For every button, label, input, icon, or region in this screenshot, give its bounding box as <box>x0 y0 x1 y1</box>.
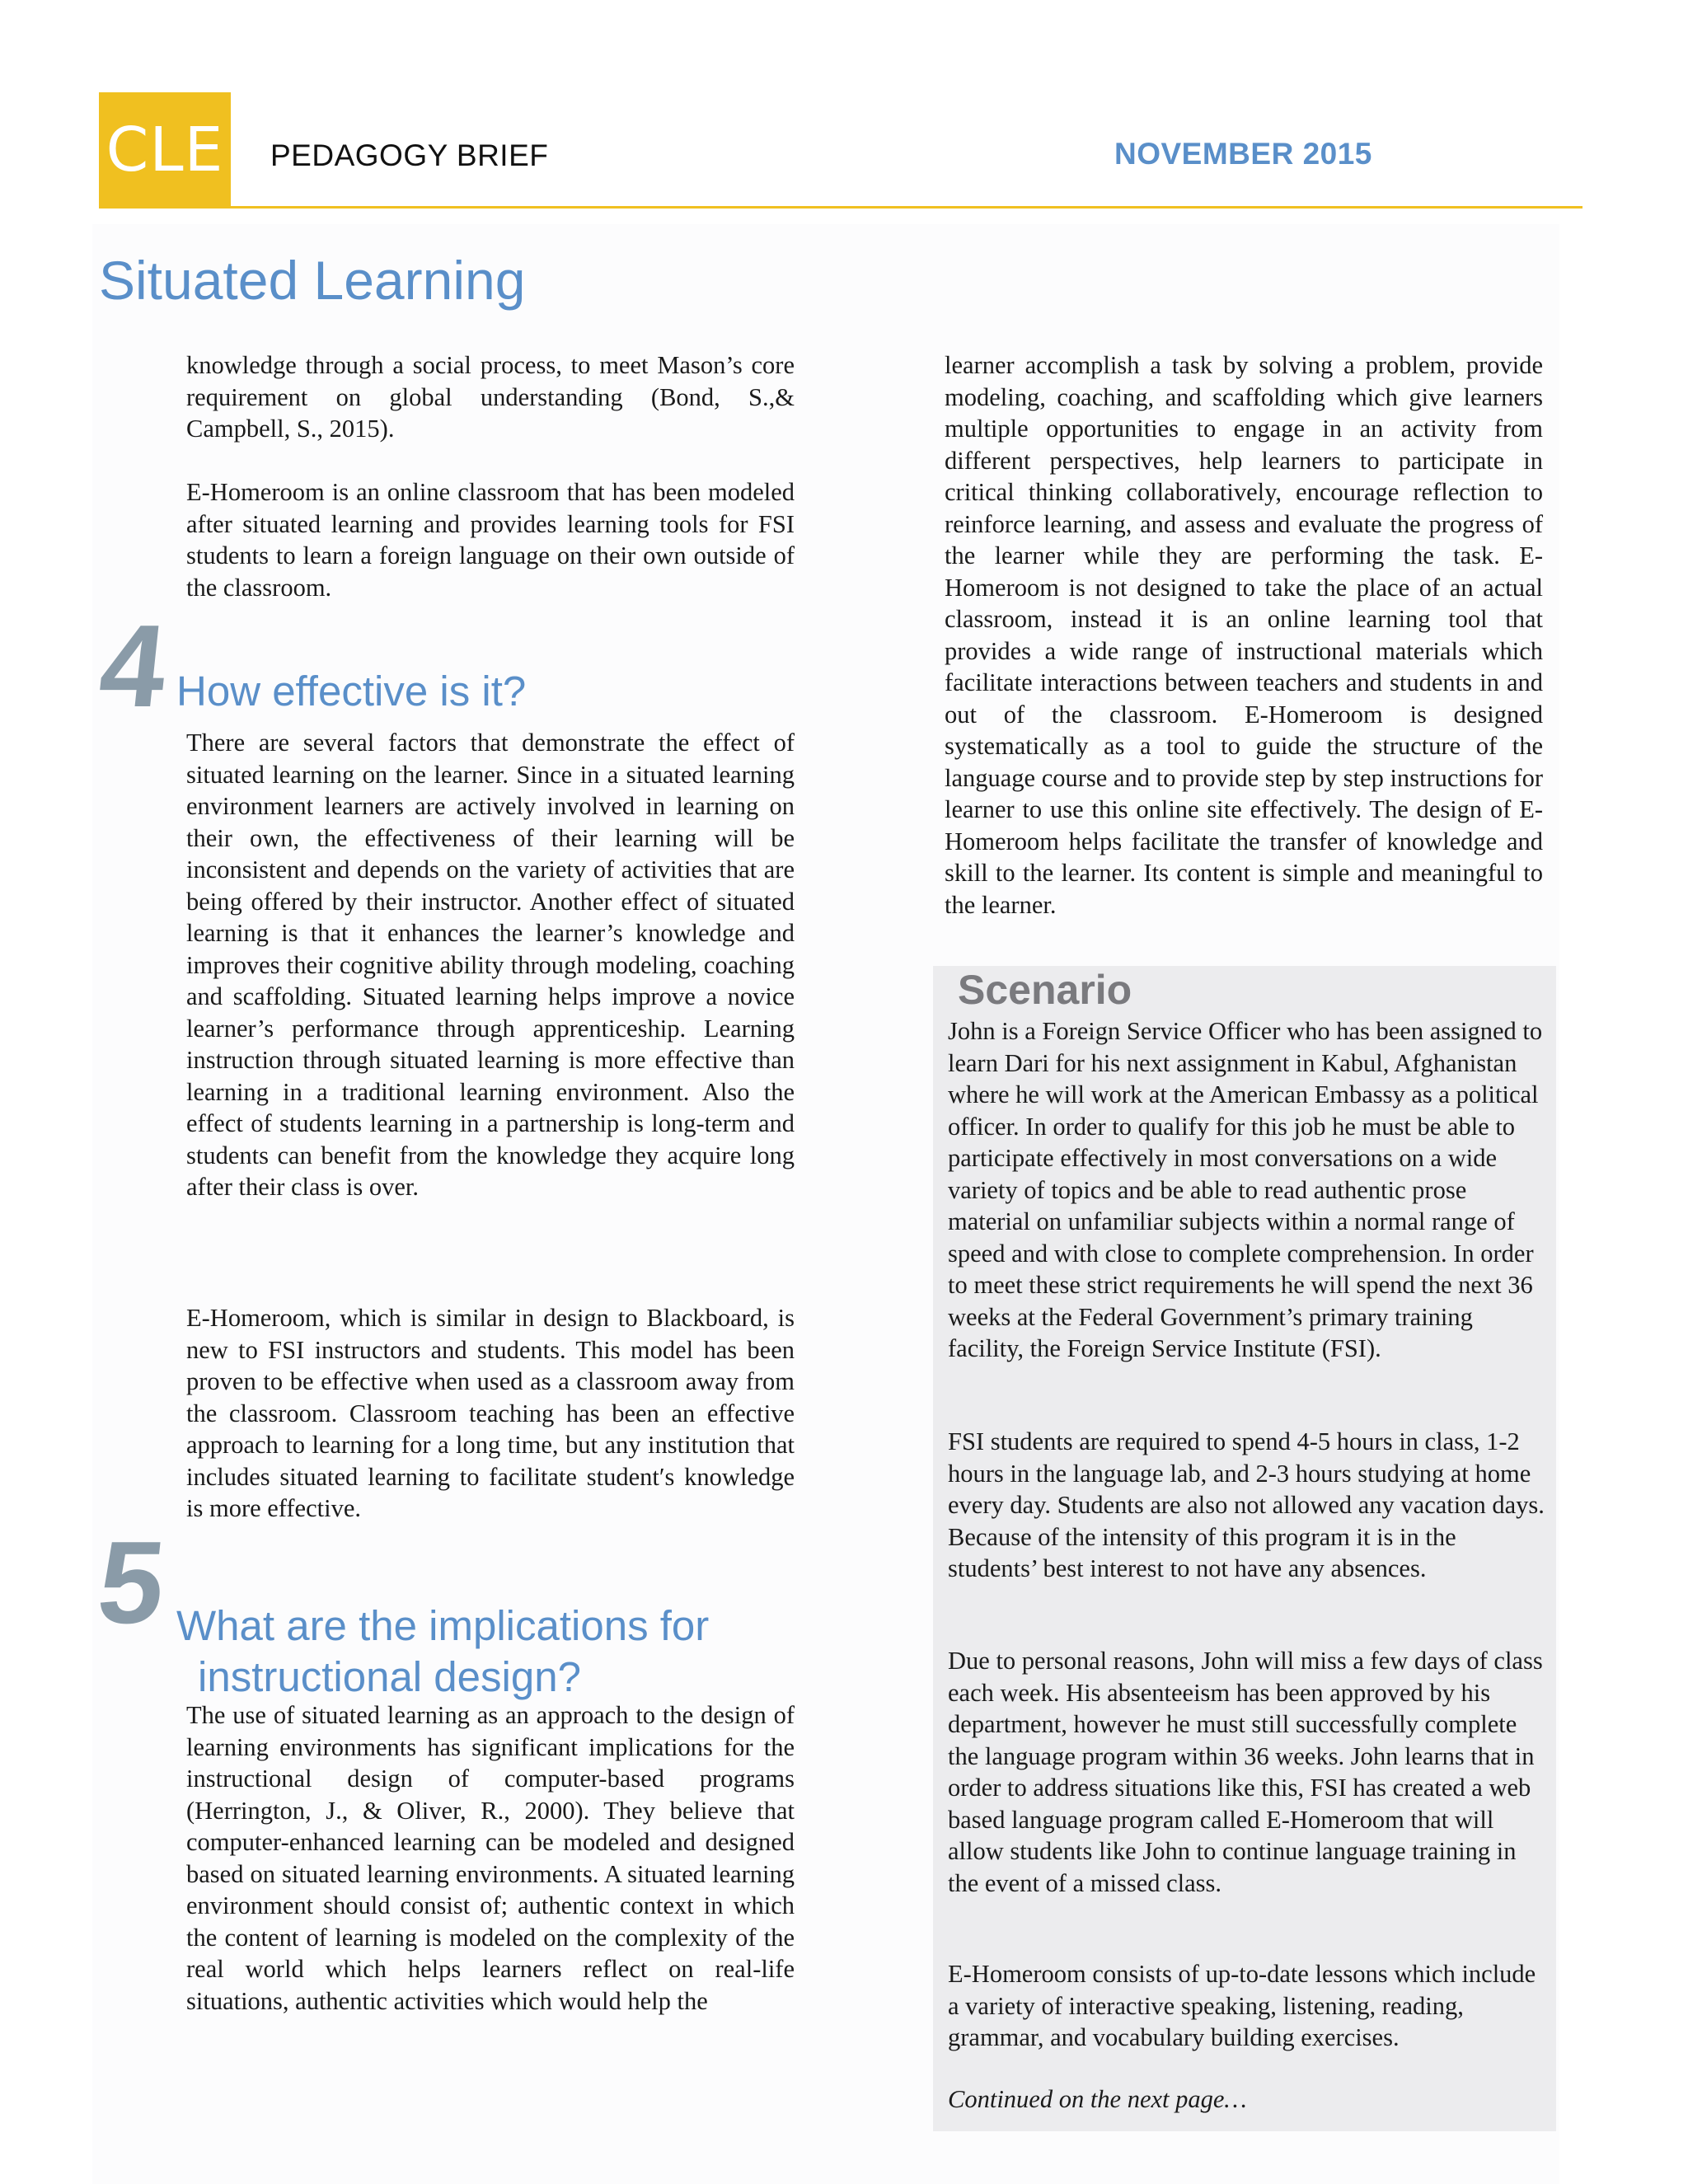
section-4-paragraph: E-Homeroom, which is similar in design to Blackboard, is new to FSI instructors and students. This model has been proven to be effective when used as a classroom away from the classroom. Classroom teaching has been an effective approach to learning for a long time, but any institution that includes situated learning to facilitate student′s knowledge is more effective. <box>186 1304 795 1522</box>
section-heading-implications: What are the implications for <box>176 1602 710 1649</box>
issue-date: NOVEMBER 2015 <box>1114 137 1372 171</box>
scenario-paragraph: John is a Foreign Service Officer who has been assigned to learn Dari for his next assignment in Kabul, Afghanistan where he will work at the American Embassy as a political officer. In order to qualify for this job he must be able to participate effectively in most conversations on a wide variety of topics and be able to read authentic prose material on unfamiliar subjects within a normal range of speed and with close to complete comprehension. In order to meet these strict requirements he will spend the next 36 weeks at the Federal Government’s primary training facility, the Foreign Service Institute (FSI). <box>948 1017 1543 1362</box>
section-heading-implications-cont: instructional design? <box>198 1653 581 1700</box>
scenario-paragraph: E-Homeroom consists of up-to-date lessons which include a variety of interactive speaking, listening, reading, grammar, and vocabulary building exercises. <box>948 1960 1536 2051</box>
scenario-title: Scenario <box>958 967 1132 1013</box>
section-5-paragraph: The use of situated learning as an approach to the design of learning environments has significant implications for the instructional design of computer-based programs (Herrington, J., & Oliver, R., 2000). They believe that computer-enhanced learning can be modeled and designed based on situated learning environments. A situated learning environment should consist of; authentic context in which the content of learning is modeled on the complexity of the real world which helps learners reflect on real-life situations, authentic activities which would help the <box>186 1701 795 2015</box>
scenario-paragraph: Due to personal reasons, John will miss a few days of class each week. His absenteeism has been approved by his department, however he must still successfully complete the language program within 36 weeks. John learns that in order to address situations like this, FSI has created a web based language program called E-Homeroom that will allow students like John to continue language training in the event of a missed class. <box>948 1647 1543 1897</box>
continued-note: Continued on the next page… <box>948 2085 1247 2113</box>
design-paragraph: learner accomplish a task by solving a problem, provide modeling, coaching, and scaffolding which give learners multiple opportunities to engage in an activity from different perspectives, help learners to participate in critical thinking collaboratively, encourage reflection to reinforce learning, and assess and evaluate the progress of the learner while they are performing the task. E-Homeroom is not designed to take the place of an actual classroom, instead it is an online learning tool that provides a wide range of instructional materials which facilitate interactions between teachers and students in and out of the classroom. E-Homeroom is designed systematically as a tool to guide the structure of the language course and to provide step by step instructions for learner to use this online site effectively. The design of E-Homeroom helps facilitate the transfer of knowledge and skill to the learner. Its content is simple and meaningful to the learner. <box>945 351 1543 919</box>
brief-label: PEDAGOGY BRIEF <box>270 138 549 172</box>
intro-paragraph: knowledge through a social process, to meet Mason’s core requirement on global understanding (Bond, S.,& Campbell, S., 2015). <box>186 351 795 443</box>
intro-paragraph: E-Homeroom is an online classroom that has been modeled after situated learning and provides learning tools for FSI students to learn a foreign language on their own outside of the classroom. <box>186 478 795 602</box>
section-number-4: 4 <box>93 601 173 732</box>
cle-logo: CLE <box>99 92 231 208</box>
section-number-5: 5 <box>91 1517 171 1648</box>
header-divider <box>99 206 1582 209</box>
scenario-paragraph: FSI students are required to spend 4-5 hours in class, 1-2 hours in the language lab, and 2-3 hours studying at home every day. Students are also not allowed any vacation days. Because of the intensity of this program it is in the students’ best interest to not have any absences. <box>948 1427 1545 1582</box>
section-heading-effectiveness: How effective is it? <box>176 668 527 715</box>
section-4-paragraph: There are several factors that demonstrate the effect of situated learning on the learner. Since in a situated learning environment learners are actively involved in learning on their own, the effectiveness of their learning will be inconsistent and depends on the variety of activities that are being offered by their instructor. Another effect of situated learning is that it enhances the learner’s knowledge and improves their cognitive ability through modeling, coaching and scaffolding. Situated learning helps improve a novice learner’s performance through apprenticeship. Learning instruction through situated learning is more effective than learning in a traditional learning environment. Also the effect of students learning in a partnership is long-term and students can benefit from the knowledge they acquire long after their class is over. <box>186 729 795 1201</box>
page-title: Situated Learning <box>99 250 526 311</box>
